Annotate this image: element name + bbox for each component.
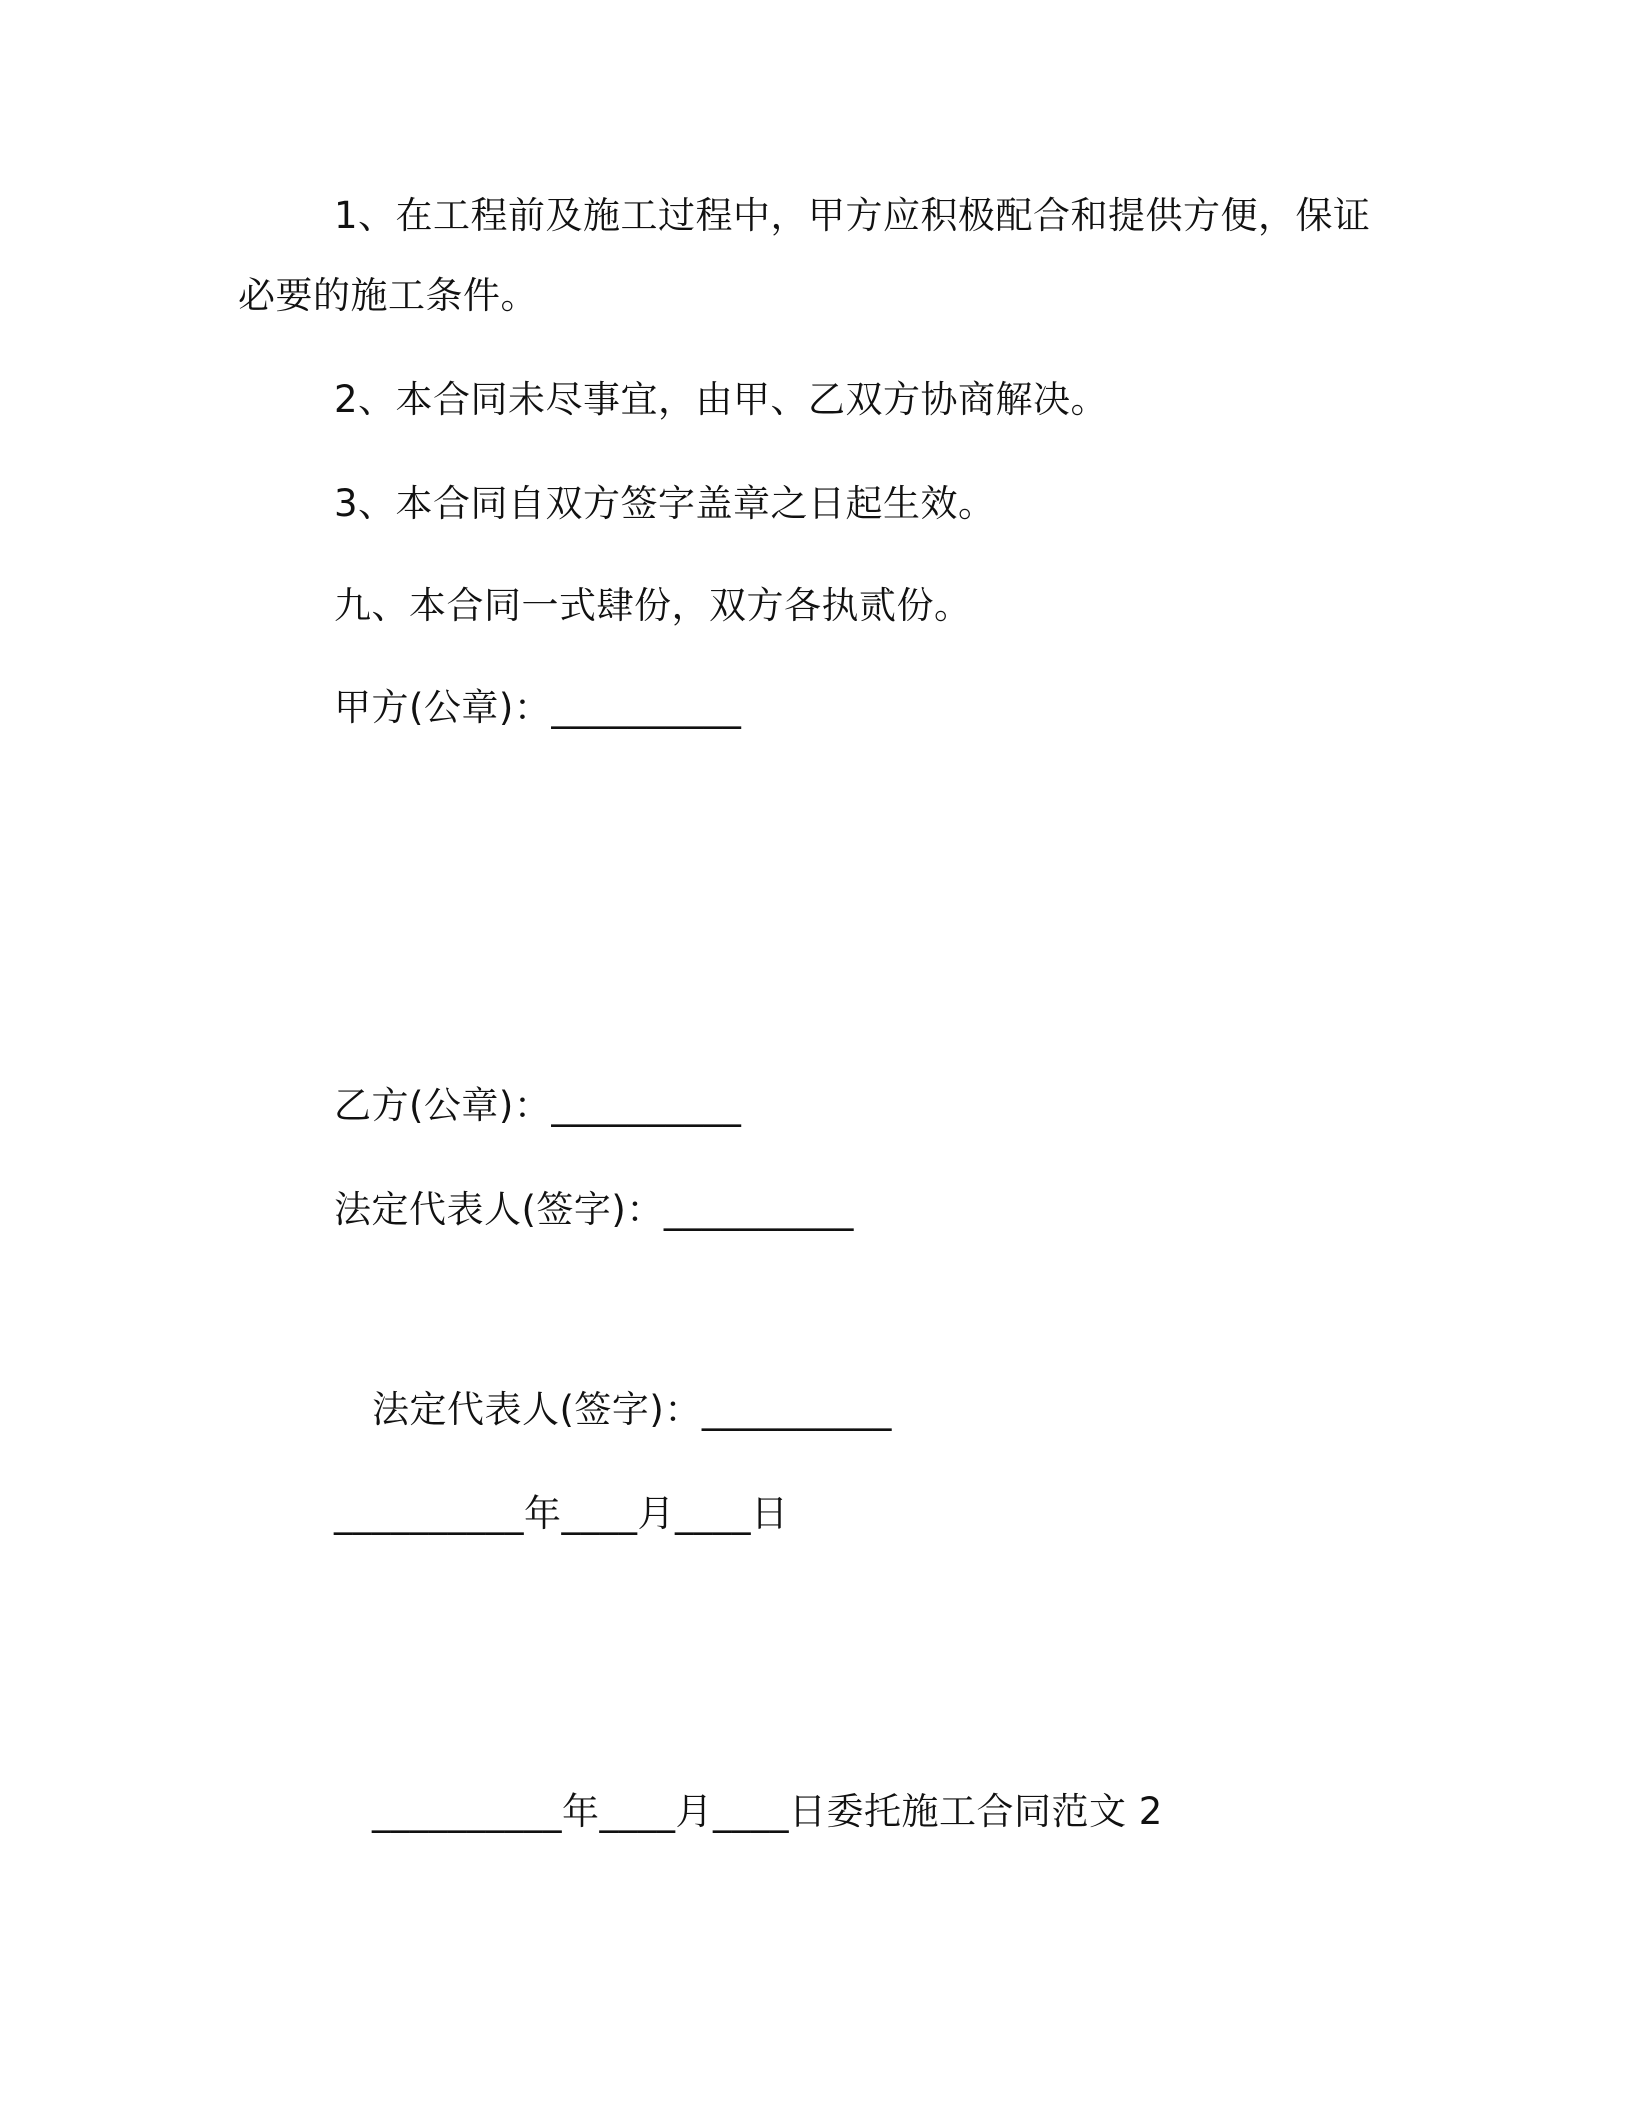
section-9: 九、本合同一式肆份，双方各执贰份。: [334, 584, 972, 627]
date-field: __________年____月____日: [334, 1492, 789, 1535]
legal-representative-signature-field: 法定代表人(签字)：__________: [334, 1188, 854, 1231]
clause-3: 3、本合同自双方签字盖章之日起生效。: [334, 482, 996, 525]
legal-representative-signature-field-2: 法定代表人(签字)：__________: [372, 1388, 892, 1431]
party-a-seal-field: 甲方(公章)：__________: [334, 686, 742, 729]
clause-1-line-1: 1、在工程前及施工过程中，甲方应积极配合和提供方便，保证: [334, 194, 1371, 237]
clause-1-line-2: 必要的施工条件。: [238, 274, 538, 317]
date-field-with-next-title: __________年____月____日委托施工合同范文 2: [372, 1790, 1163, 1833]
party-b-seal-field: 乙方(公章)：__________: [334, 1084, 742, 1127]
clause-2: 2、本合同未尽事宜，由甲、乙双方协商解决。: [334, 378, 1109, 421]
